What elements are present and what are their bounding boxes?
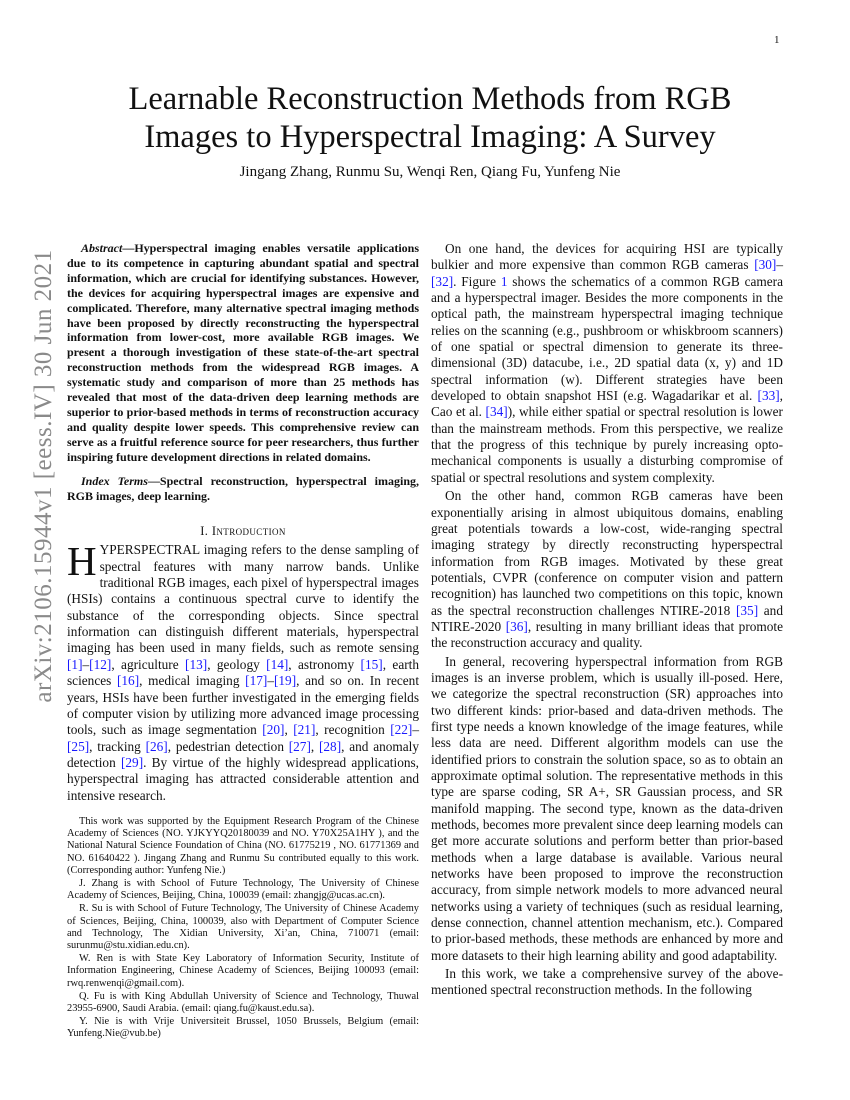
index-terms <box>67 474 419 504</box>
author-list: Jingang Zhang, Runmu Su, Wenqi Ren, Qiang Fu, Yunfeng Nie <box>239 164 621 180</box>
citation-link[interactable]: [20] <box>262 722 285 738</box>
citation-link[interactable]: [29] <box>120 754 144 770</box>
section-heading-introduction <box>67 524 419 539</box>
body-text: , resulting in many brilliant ideas that promote the reconstruction accuracy and quality. <box>431 618 783 651</box>
citation-link[interactable]: [14] <box>266 656 289 672</box>
citation-link[interactable]: [1] <box>67 656 83 672</box>
body-text: shows the schematics of a common RGB camera and a hyperspectral imager. Besides the more components in the optical path, the mainstream hyperspectral imaging technique relies on the scanning (e.g., pushbroom or whiskbroom scanners) of one spatial or spectral dimension to generate its three-dimensional (3D) datacube, i.e., 2D spatial data (x, y) and 1D spectral information (w). Different strategies have been developed to obtain snapshot HSI (e.g. Wagadarikar et al. <box>431 273 783 404</box>
intro-paragraph <box>67 538 420 804</box>
body-text: On the other hand, common RGB cameras have been exponentially arising in almost ubiquitous domains, enabling great potentials towards a low-cost, wide-ranging spectral imaging strategy by directly reconstructing hyperspectral information from RGB images. Motivated by these great potentials, CVPR (conference on computer vision and pattern recognition) has launched two competitions on this topic, known as the spectral reconstruction challenges NTIRE-2018 <box>431 488 783 618</box>
intro-text: – <box>82 656 90 672</box>
footnote-affiliation: Y. Nie is with Vrije Universiteit Brussel, 1050 Brussels, Belgium (email: Yunfeng.Nie@vub.be) <box>67 1016 419 1040</box>
body-text: and NTIRE-2020 <box>431 602 783 634</box>
citation-link[interactable]: [35] <box>735 602 759 618</box>
page-number: 1 <box>774 34 780 46</box>
citation-link[interactable]: [33] <box>757 388 780 404</box>
abstract-text: —Hyperspectral imaging enables versatile applications due to its competence in capturing abundant spatial and spectral information, which are crucial for identifying substances. However, the devices for acquiring hyperspectral images are expensive and complicated. Therefore, many alternative spectral imaging methods have been proposed by directly reconstructing the hyperspectral information from lower-cost, more available RGB images. We present a thorough investigation of these state-of-the-art spectral reconstruction methods from the widespread RGB images. A systematic study and comparison of more than 25 methods has revealed that most of the data-driven deep learning methods are superior to prior-based methods in terms of reconstruction accuracy and quality despite lower speeds. This comprehensive review can serve as a fruitful reference source for peer researchers, thus further inspiring future development directions in related domains. <box>67 241 419 464</box>
body-text: , Cao et al. <box>431 388 783 420</box>
section-number: I. <box>200 524 209 539</box>
footnotes <box>67 816 419 1041</box>
index-terms-text: —Spectral reconstruction, hyperspectral imaging, RGB images, deep learning. <box>67 473 419 503</box>
citation-link[interactable]: [19] <box>273 673 297 689</box>
citation-link[interactable]: [25] <box>67 738 90 754</box>
abstract <box>67 241 419 465</box>
citation-link[interactable]: [30] <box>754 257 777 273</box>
abstract-lead: Abstract <box>81 241 123 255</box>
citation-link[interactable]: [36] <box>505 618 528 634</box>
citation-link[interactable]: [12] <box>89 656 112 672</box>
citation-link[interactable]: [21] <box>293 722 316 738</box>
intro-text: – <box>412 722 419 738</box>
section-title: Introduction <box>211 524 286 539</box>
intro-text: , <box>310 738 319 754</box>
footnote-affiliation: R. Su is with School of Future Technology, The University of Chinese Academy of Sciences, Beijing, China, 100039, also with Department of Computer Science and Technology, The Xidian University, Xi’an, China, 710071 (email: surunmu@stu.xidian.edu.cn). <box>67 903 419 951</box>
body-text: . Figure <box>453 273 501 289</box>
body-paragraph: In general, recovering hyperspectral information from RGB images is an inverse problem, which is usually ill-posed. Here, we categorize the spectral reconstruction (SR) approaches into two different kinds: prior-based and data-driven methods. The first type needs a known knowledge of the image features, while less data are need. Different algorithm models can use the identified priors to constrain the solution space, so as to obtain an approximate optimal solution. The representative methods in this type are sparse coding, SR A+, SR Gaussian process, and SR manifold mapping. The second type, known as the data-driven methods, becomes more prevalent since deep learning models can get more accurate solutions and perform better than prior-based methods when a large database is available. Various neural networks have been proposed to improve the reconstruction accuracy, from simple network models to more advanced neural networks using a variety of techniques (such as residual learning, dense connection, channel attention mechanism, etc.). Compared to prior-based methods, these methods are enhanced by more and more datasets to their high learning ability and good adaptability. <box>431 653 783 963</box>
intro-text: , and anomaly detection <box>67 738 419 770</box>
intro-text: , recognition <box>315 722 391 738</box>
footnote-affiliation: Q. Fu is with King Abdullah University of Science and Technology, Thuwal 23955-6900, Saudi Arabia. (email: qiang.fu@kaust.edu.sa). <box>67 990 419 1014</box>
intro-text: , geology <box>207 656 267 672</box>
footnote-affiliation: W. Ren is with State Key Laboratory of Information Security, Institute of Information Engineering, Chinese Academy of Sciences, Beijing 100093 (email: rwq.renwenqi@gmail.com). <box>67 953 419 989</box>
figure-link[interactable]: 1 <box>500 273 508 289</box>
intro-text: , tracking <box>89 738 146 754</box>
intro-text: , <box>284 722 294 738</box>
arxiv-identifier: arXiv:2106.15944v1 [eess.IV] 30 Jun 2021 <box>30 249 57 703</box>
citation-link[interactable]: [13] <box>185 656 208 672</box>
right-column <box>431 241 783 1001</box>
intro-text: YPERSPECTRAL imaging refers to the dense sampling of spectral features with many narrow bands. Unlike traditional RGB images, each pixel of hyperspectral images (HSIs) contains a continuous spectral curve to identify the substance of the corresponding objects. Since spectral information can distinguish different materials, hyperspectral imaging has been used in many fields, such as remote sensing <box>67 542 419 656</box>
intro-text: , astronomy <box>288 656 361 672</box>
footnote-affiliation: J. Zhang is with School of Future Technology, The University of Chinese Academy of Sciences, Beijing, China, 100039 (email: zhangjg@ucas.ac.cn). <box>67 877 419 902</box>
body-text: On one hand, the devices for acquiring HSI are typically bulkier and more expensive than common RGB cameras <box>431 241 783 273</box>
body-text: – <box>776 257 783 273</box>
citation-link[interactable]: [27] <box>288 738 311 754</box>
citation-link[interactable]: [16] <box>116 673 140 689</box>
citation-link[interactable]: [28] <box>318 738 342 754</box>
intro-text: , and so on. In recent years, HSIs have been further investigated in the emerging fields of computer vision by utilizing more advanced image processing tools, such as image segmentation <box>67 673 420 738</box>
intro-text: , agriculture <box>111 656 186 672</box>
paper-title: Learnable Reconstruction Methods from RGB Images to Hyperspectral Imaging: A Survey <box>128 81 732 155</box>
body-paragraph <box>431 241 783 486</box>
citation-link[interactable]: [26] <box>145 738 168 754</box>
body-text: ), while either spatial or spectral resolution is lower than the mainstream methods. From this perspective, we realize that the progress of this technique by purely increasing opto-mechanical components is usually a disturbing compromise of spatial or spectral resolutions and system complexity. <box>431 404 783 485</box>
drop-cap: H <box>67 538 97 585</box>
citation-link[interactable]: [32] <box>431 273 454 289</box>
footnote-funding: This work was supported by the Equipment Research Program of the Chinese Academy of Sciences (NO. YJKYYQ20180039 and NO. Y70X25A1HY ), and the National Natural Science Foundation of China (NO. 61775219 , NO. 61771369 and NO. 61640422 ). Jingang Zhang and Runmu Su contributed equally to this work. (Corresponding author: Yunfeng Nie.) <box>67 815 419 876</box>
body-paragraph: In this work, we take a comprehensive survey of the above-mentioned spectral reconstruction methods. In the following <box>431 966 783 998</box>
index-terms-lead: Index Terms <box>81 473 148 488</box>
citation-link[interactable]: [15] <box>360 656 383 672</box>
intro-text: , pedestrian detection <box>167 738 289 754</box>
citation-link[interactable]: [22] <box>390 722 413 738</box>
intro-text: , medical imaging <box>139 673 246 689</box>
citation-link[interactable]: [17] <box>245 673 268 689</box>
body-paragraph <box>431 488 783 651</box>
intro-text: , earth sciences <box>67 656 419 689</box>
intro-text: . By virtue of the highly widespread applications, hyperspectral imaging has attracted considerable attention and intensive research. <box>67 754 419 803</box>
citation-link[interactable]: [34] <box>485 404 508 420</box>
left-column <box>67 241 419 1042</box>
intro-text: – <box>267 673 274 689</box>
